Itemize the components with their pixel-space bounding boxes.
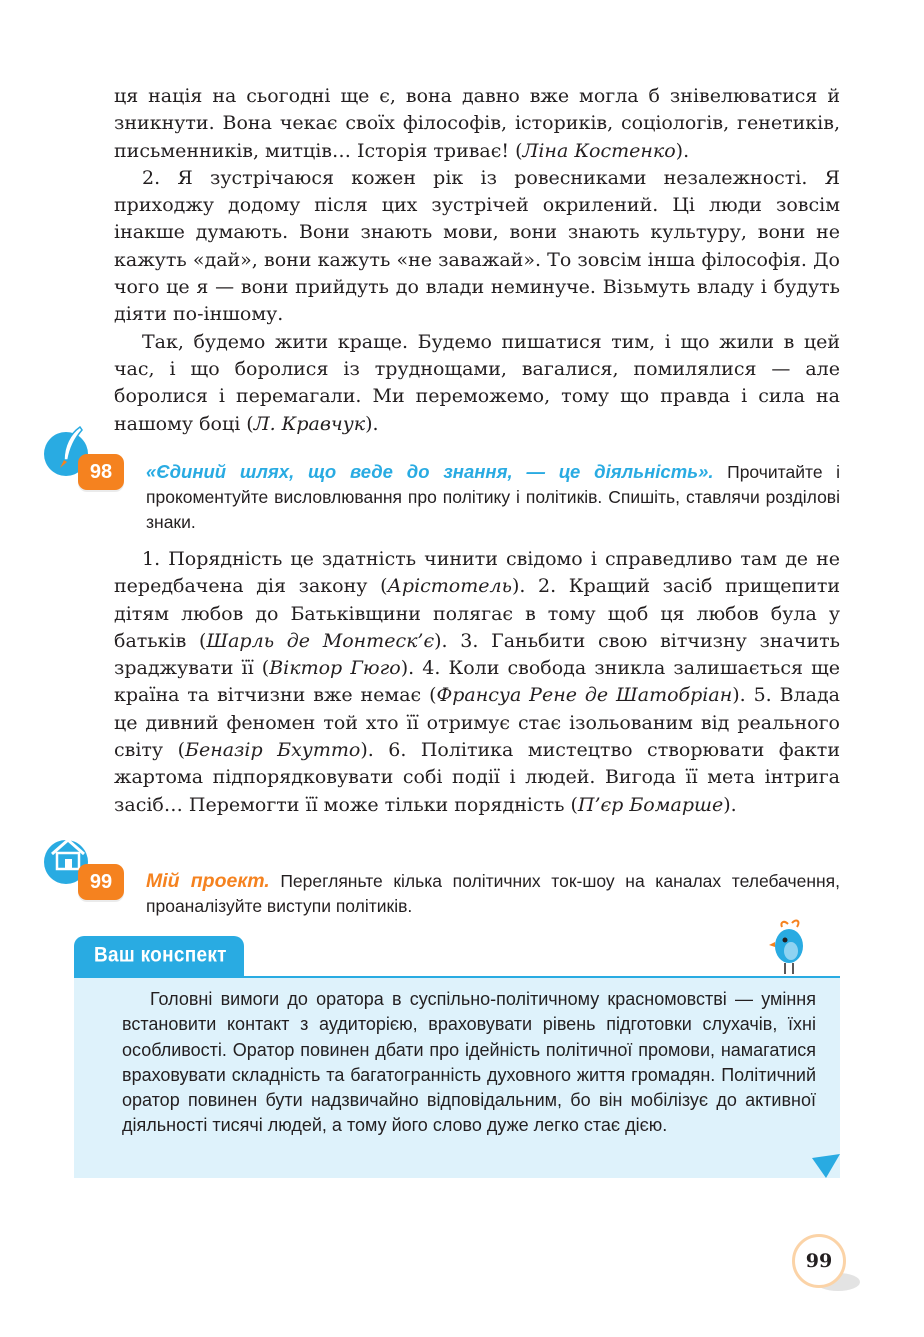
author-name: Шарль де Монтеск’є [206,629,435,652]
page-number: 99 [792,1234,846,1288]
task-99 [146,869,840,919]
author-name: П’єр Бомарше [577,793,724,816]
bird-icon [766,918,812,978]
task-number-badge: 99 [78,864,124,900]
task-99-instruction: Перегляньте кілька політичних ток-шоу на каналах телебачення, проаналізуйте виступи політиків. [146,871,840,916]
task-number-badge: 98 [78,454,124,490]
summary-header-tab [74,936,244,978]
author-name: Франсуа Рене де Шатобріан [436,684,733,707]
summary-text: Головні вимоги до оратора в суспільно-політичному красномовстві — уміння встановити контакт з аудиторією, враховувати рівень підготовки слухачів, їхні особливості. Оратор повинен дбати про ідейність політичної промови, намагатися враховувати складність та багатогранність духовного життя громадян. Політичний оратор повинен бути надзвичайно відповідальним, бо він мобілізує до активної діяльності тисячі людей, а тому його слово дуже легко стає дією. [122,989,816,1136]
summary-title: Ваш конспект [94,943,227,967]
author-name: Л. Кравчук [253,412,366,435]
task-99-label: Мій проект. [146,870,270,892]
quotes-paragraph: 1. Порядність це здатність чинити свідомо і справедливо там де не передбачена дія закону (Арістотель). 2. Кращий засіб прищепити дітям любов до Батьківщини полягає в тому щоб ця любов була у батьків (Шарль де Монтеск’є). 3. Ганьбити свою вітчизну значить зраджувати її (Віктор Гюго). 4. Коли свобода зникла залишається ще країна та вітчизни вже немає (Франсуа Рене де Шатобріан). 5. Влада це дивний феномен той хто її отримує стає ізольованим від реального світу (Беназір Бхутто). 6. Політика мистецтво створювати факти жартома підпорядковувати собі події і людей. Вигода її мета інтрига засіб… Перемогти її може тільки порядність (П’єр Бомарше). [114,548,841,816]
paragraph-3: Так, будемо жити краще. Будемо пишатися тим, і що жили в цей час, і що боролися із труднощами, вагалися, помилялися — але боролися і перемагали. Ми переможемо, тому що правда і сила на нашому боці (Л. Кравчук). [114,330,840,435]
author-name: Арістотель [387,575,512,598]
task-98-instruction: Прочитайте і прокоментуйте висловлювання про політику і політиків. Спишіть, ставлячи розділові знаки. [146,462,840,532]
task-98-quote: «Єдиний шлях, що веде до знання, — це діяльність». [146,461,714,482]
author-name: Ліна Костенко [522,139,676,162]
intro-text-block [114,83,840,438]
quotes-text-block [114,546,840,819]
paragraph-1: ця нація на сьогодні ще є, вона давно вже могла б знівелюватися й зникнути. Вона чекає своїх філософів, істориків, соціологів, генетиків, письменників, митців… Історія триває! (Ліна Костенко). [114,85,840,162]
task-98 [146,459,840,535]
author-name: Віктор Гюго [269,657,401,680]
author-name: Беназір Бхутто [185,739,361,762]
flag-corner-icon [812,1154,840,1180]
paragraph-2: 2. Я зустрічаюся кожен рік із ровесниками незалежності. Я приходжу додому після цих зустрічей окрилений. Ці люди зовсім інакше думають. Вони знають мови, вони знають культуру, вони не кажуть «дай», вони кажуть «не заважай». То зовсім інша філософія. До чого це я — вони прийдуть до влади неминуче. Візьмуть владу і будуть діяти по-іншому. [114,166,840,326]
